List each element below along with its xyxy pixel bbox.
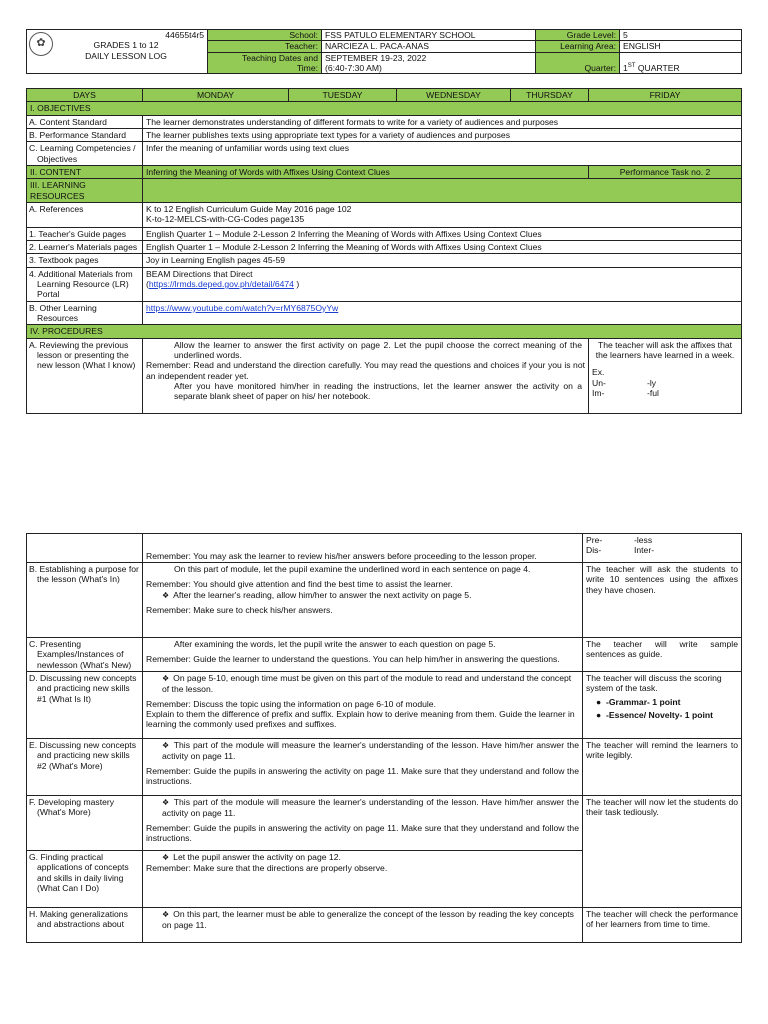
grammar-point: ● -Grammar- 1 point (596, 696, 681, 707)
textbook-text: Joy in Learning English pages 45-59 (143, 254, 742, 267)
references-line-2: K-to-12-MELCS-with-CG-Codes page135 (146, 214, 305, 225)
mastery-label: F. Developing mastery (What's More) (27, 795, 143, 850)
applications-text (143, 850, 583, 907)
reviewing-friday-text: The teacher will ask the affixes that the learners have learned in a week. (595, 339, 735, 360)
presenting-p1: After examining the words, let the pupil write the answer to each question on page 5. (174, 639, 496, 649)
lrmds-link[interactable]: https://lrmds.deped.gov.ph/detail/6474 (148, 279, 294, 290)
time-label: Time: (296, 62, 318, 73)
resources-heading: III. LEARNING RESOURCES (27, 179, 143, 203)
discussing1-p1: ❖ On page 5-10, enough time must be given on this part of the module to read and understand the concept of the lesson. (162, 672, 572, 694)
diamond-bullet-icon: ❖ (162, 590, 170, 600)
grade-label: Grade Level: (536, 30, 620, 41)
teacher-label: Teacher: (208, 41, 322, 52)
presenting-text (143, 638, 583, 672)
quarter-label: Quarter: (536, 52, 620, 74)
teachers-guide-label: 1. Teacher's Guide pages (27, 227, 143, 240)
days-header: DAYS (27, 89, 143, 102)
reviewing-p2: Remember: Read and understand the direction carefully. You may read the questions and choices if your you is not an independent reader yet. (146, 360, 585, 381)
school-value: FSS PATULO ELEMENTARY SCHOOL (322, 30, 536, 41)
other-resources-label: B. Other Learning Resources (27, 301, 143, 325)
teacher-value: NARCIEZA L. PACA-ANAS (322, 41, 536, 52)
area-label: Learning Area: (536, 41, 620, 52)
establishing-p3: ❖ After the learner's reading, allow him/her to answer the next activity on page 5. (162, 589, 472, 600)
reviewing-text (143, 338, 589, 413)
quarter-value: 1ST QUARTER (620, 52, 742, 74)
discussing1-p2: Remember: Discuss the topic using the information on page 6-10 of module. (146, 698, 436, 709)
establishing-p2: Remember: You should give attention and find the best time to assist the learner. (146, 579, 453, 590)
dates-value-cell (322, 52, 536, 74)
presenting-p2: Remember: Guide the learner to understand the questions. You can help him/her in answering the questions. (146, 654, 560, 665)
mastery-p1: ❖ This part of the module will measure the learner's understanding of the lesson. Have him/her answer the activity on page 11. (162, 796, 579, 818)
example-label: Ex. (592, 367, 605, 378)
affix-cell-2 (583, 534, 742, 563)
discussing2-p1: ❖ This part of the module will measure the learner's understanding of the lesson. Have him/her answer the activity on page 11. (162, 739, 579, 761)
dates-label-cell (208, 52, 322, 74)
references-line-1: K to 12 English Curriculum Guide May 2016 page 102 (146, 203, 352, 214)
dates-value: SEPTEMBER 19-23, 2022 (325, 52, 427, 63)
objectives-heading: I. OBJECTIVES (27, 102, 742, 115)
establishing-text (143, 563, 583, 638)
lesson-table-page2 (26, 533, 742, 943)
reviewing-p3: After you have monitored him/her in reading the instructions, let the learner answer the activity on a separate blank sheet of paper on his/ her notebook. (174, 380, 582, 402)
presenting-label: C. Presenting Examples/Instances of newlesson (What's New) (27, 638, 143, 672)
generalizations-label: H. Making generalizations and abstractions about (27, 907, 143, 942)
diamond-bullet-icon: ❖ (162, 740, 170, 750)
header-table (26, 29, 742, 74)
performance-standard-text: The learner publishes texts using appropriate text types for a variety of audiences and purposes (143, 128, 742, 141)
competencies-text: Infer the meaning of unfamiliar words using text clues (143, 142, 742, 166)
school-label: School: (208, 30, 322, 41)
discussing1-friday (583, 671, 742, 738)
reviewing-label: A. Reviewing the previous lesson or presenting the new lesson (What I know) (27, 338, 143, 413)
affix-row-4: Dis- Inter- (586, 545, 655, 556)
header-title-cell (27, 30, 208, 74)
generalizations-text (143, 907, 583, 942)
procedures-heading: IV. PROCEDURES (27, 325, 742, 338)
diamond-bullet-icon: ❖ (162, 797, 170, 807)
friday-header: FRIDAY (589, 89, 742, 102)
reviewing-friday (589, 338, 742, 413)
additional-materials-line-2: (https://lrmds.deped.gov.ph/detail/6474 ) (146, 279, 300, 290)
competencies-label: C. Learning Competencies / Objectives (27, 142, 143, 166)
thursday-header: THURSDAY (511, 89, 589, 102)
monday-header: MONDAY (143, 89, 289, 102)
applications-p2: Remember: Make sure that the directions are properly observe. (146, 862, 388, 873)
discussing2-text (143, 738, 583, 795)
header-title-2: DAILY LESSON LOG (85, 50, 167, 61)
diamond-bullet-icon: ❖ (162, 909, 170, 919)
affix-row-1: Un- -ly (592, 377, 657, 388)
reviewing-p1: Allow the learner to answer the first activity on page 2. Let the pupil choose the correct meaning of the underlined words. (174, 339, 582, 360)
deped-seal-icon: ✿ (29, 32, 53, 56)
additional-materials-cell (143, 267, 742, 301)
mastery-p2: Remember: Guide the pupils in answering the activity on page 11. Make sure that they understand and follow the instructions. (146, 822, 579, 844)
references-label: A. References (27, 202, 143, 227)
discussing2-p2: Remember: Guide the pupils in answering the activity on page 11. Make sure that they understand and follow the instructions. (146, 765, 579, 787)
discussing1-label: D. Discussing new concepts and practicing new skills #1 (What Is It) (27, 671, 143, 738)
affix-row-3: Pre- -less (586, 535, 653, 545)
discussing2-friday: The teacher will remind the learners to write legibly. (583, 738, 742, 795)
grade-value: 5 (620, 30, 742, 41)
establishing-p1: On this part of module, let the pupil examine the underlined word in each sentence on page 4. (174, 564, 531, 574)
discussing1-p3: Explain to them the difference of prefix and suffix. Explain how to derive meaning from them. Guide the learner in learning the commonly used prefixes and suffixes. (146, 709, 575, 730)
discussing1-text (143, 671, 583, 738)
learners-materials-text: English Quarter 1 – Module 2-Lesson 2 Inferring the Meaning of Words with Affixes Using Context Clues (143, 241, 742, 254)
content-standard-label: A. Content Standard (27, 115, 143, 128)
diamond-bullet-icon: ❖ (162, 673, 170, 683)
teachers-guide-text: English Quarter 1 – Module 2-Lesson 2 Inferring the Meaning of Words with Affixes Using Context Clues (143, 227, 742, 240)
additional-materials-label: 4. Additional Materials from Learning Resource (LR) Portal (27, 267, 143, 301)
content-friday: Performance Task no. 2 (589, 165, 742, 178)
discussing2-label: E. Discussing new concepts and practicing new skills #2 (What's More) (27, 738, 143, 795)
applications-label: G. Finding practical applications of concepts and skills in daily living (What Can I Do) (27, 850, 143, 907)
wednesday-header: WEDNESDAY (397, 89, 511, 102)
diamond-bullet-icon: ❖ (162, 852, 170, 862)
generalizations-friday: The teacher will check the performance of her learners from time to time. (583, 907, 742, 942)
discussing1-friday-text: The teacher will discuss the scoring system of the task. (586, 672, 722, 694)
essence-point: ● -Essence/ Novelty- 1 point (596, 709, 713, 720)
review-answers-text: Remember: You may ask the learner to review his/her answers before proceeding to the lesson proper. (143, 534, 583, 563)
days-header-row (27, 89, 742, 102)
applications-p1: ❖ Let the pupil answer the activity on page 12. (162, 851, 341, 862)
establishing-friday: The teacher will ask the students to write 10 sentences using the affixes they have chosen. (583, 563, 742, 638)
references-cell (143, 202, 742, 227)
area-value: ENGLISH (620, 41, 742, 52)
time-value: (6:40-7:30 AM) (325, 62, 382, 73)
tuesday-header: TUESDAY (289, 89, 397, 102)
additional-materials-line-1: BEAM Directions that Direct (146, 268, 253, 279)
header-title-1: GRADES 1 to 12 (93, 40, 159, 51)
mastery-text (143, 795, 583, 850)
presenting-friday: The teacher will write sample sentences as guide. (583, 638, 742, 672)
header-code: 44655t4r5 (165, 30, 204, 40)
learners-materials-label: 2. Learner's Materials pages (27, 241, 143, 254)
youtube-link[interactable]: https://www.youtube.com/watch?v=rMY6875OyYw (146, 302, 339, 313)
mastery-friday: The teacher will now let the students do their task tediously. (583, 795, 742, 907)
content-standard-text: The learner demonstrates understanding of different formats to write for a variety of audiences and purposes (143, 115, 742, 128)
establishing-label: B. Establishing a purpose for the lesson (What's In) (27, 563, 143, 638)
content-text: Inferring the Meaning of Words with Affixes Using Context Clues (143, 165, 589, 178)
lesson-table-page1 (26, 88, 742, 414)
content-heading: II. CONTENT (27, 165, 143, 178)
affix-row-2: Im- -ful (592, 387, 659, 398)
dates-label: Teaching Dates and (242, 52, 318, 63)
performance-standard-label: B. Performance Standard (27, 128, 143, 141)
other-resources-cell (143, 301, 742, 325)
generalizations-p1: ❖ On this part, the learner must be able to generalize the concept of the lesson by reading the key concepts on page 11. (162, 908, 574, 930)
textbook-label: 3. Textbook pages (27, 254, 143, 267)
establishing-p4: Remember: Make sure to check his/her answers. (146, 605, 333, 616)
